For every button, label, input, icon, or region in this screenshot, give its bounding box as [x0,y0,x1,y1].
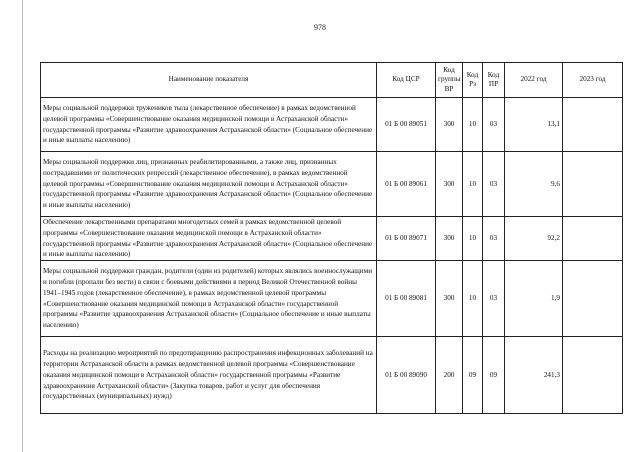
row-name: Меры социальной поддержки граждан, родители (один из родителей) которых являлись военнослужащими и погибли (пропали без вести) в связи с боевыми действиями в период Великой Отечественной войны 1941–1945 годов (лекарственное обеспечение), в рамках ведомственной целевой программы «Совершенствование оказания медицинской помощи в Астраханской области» государственной программы «Развитие здравоохранения Астраханской области» (Социальное обеспечение и иные выплаты населению) [41,261,377,337]
table-row [41,152,623,217]
row-vr: 300 [436,217,463,261]
scan-margin-line [22,0,23,452]
row-vr: 300 [436,98,463,152]
row-pr: 03 [483,217,505,261]
row-pr: 03 [483,152,505,217]
row-csr: 01 Б 00 89061 [377,152,436,217]
budget-table [40,62,623,414]
row-2022: 13,1 [505,98,563,152]
table-row [41,261,623,337]
row-vr: 200 [436,337,463,414]
row-pr: 03 [483,261,505,337]
row-name: Обеспечение лекарственными препаратами многодетных семей в рамках ведомственной целевой программы «Совершенствование оказания медицинской помощи в Астраханской области» государственной программы «Развитие здравоохранения Астраханской области» (Социальное обеспечение и иные выплаты населению) [41,217,377,261]
row-name: Меры социальной поддержки тружеников тыла (лекарственное обеспечение) в рамках ведомственной целевой программы «Совершенствование оказания медицинской помощи в Астраханской области» государственной программы «Развитие здравоохранения Астраханской области» (Социальное обеспечение и иные выплаты населению) [41,98,377,152]
header-name: Наименование показателя [41,63,377,98]
table-row [41,217,623,261]
row-2022: 9,6 [505,152,563,217]
header-rz: Код Рз [463,63,483,98]
row-name: Меры социальной поддержки лиц, признанных реабилитированными, а также лиц, признанных пострадавшими от политических репрессий (лекарственное обеспечение), в рамках ведомственной целевой программы «Совершенствование оказания медицинской помощи в Астраханской области» государственной программы «Развитие здравоохранения Астраханской области» (Социальное обеспечение и иные выплаты населению) [41,152,377,217]
row-rz: 10 [463,217,483,261]
row-csr: 01 Б 00 89081 [377,261,436,337]
row-pr: 09 [483,337,505,414]
page-number: 978 [314,23,326,32]
row-csr: 01 Б 00 89051 [377,98,436,152]
table-row [41,337,623,414]
header-row [41,63,623,98]
row-rz: 10 [463,98,483,152]
row-csr: 01 Б 00 89071 [377,217,436,261]
header-2023: 2023 год [563,63,623,98]
row-csr: 01 Б 00 89090 [377,337,436,414]
header-vr: Код группы ВР [436,63,463,98]
header-2022: 2022 год [505,63,563,98]
row-2023 [563,337,623,414]
row-2022: 92,2 [505,217,563,261]
table-row [41,98,623,152]
row-2023 [563,152,623,217]
row-pr: 03 [483,98,505,152]
row-2023 [563,98,623,152]
row-2022: 1,9 [505,261,563,337]
row-vr: 300 [436,261,463,337]
row-name: Расходы на реализацию мероприятий по предотвращению распространения инфекционных заболеваний на территории Астраханской области в рамках ведомственной целевой программы «Совершенствование оказания медицинской помощи в Астраханской области» государственной программы «Развитие здравоохранения Астраханской области» (Закупка товаров, работ и услуг для обеспечения государственных (муниципальных) нужд) [41,337,377,414]
row-2022: 241,3 [505,337,563,414]
row-vr: 300 [436,152,463,217]
row-2023 [563,261,623,337]
row-2023 [563,217,623,261]
row-rz: 09 [463,337,483,414]
header-pr: Код ПР [483,63,505,98]
header-csr: Код ЦСР [377,63,436,98]
row-rz: 10 [463,152,483,217]
row-rz: 10 [463,261,483,337]
